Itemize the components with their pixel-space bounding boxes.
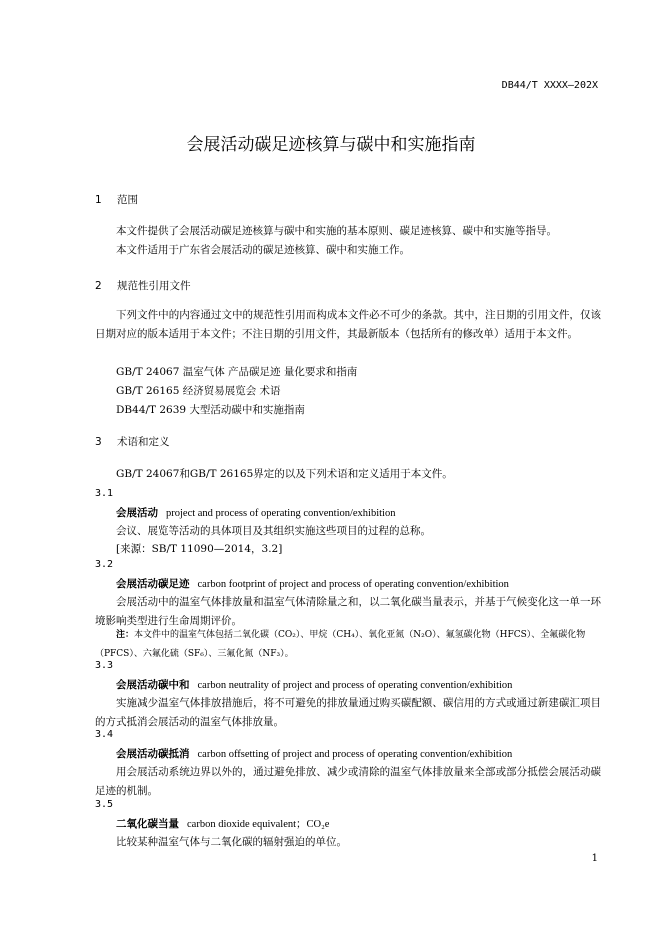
term-definition: 用会展活动系统边界以外的，通过避免排放、减少或清除的温室气体排放量来全部或部分抵偿会展活动碳足迹的机制。 [95, 766, 601, 797]
scope-paragraph-2: 本文件适用于广东省会展活动的碳足迹核算、碳中和实施工作。 [116, 244, 410, 256]
scope-paragraph-1: 本文件提供了会展活动碳足迹核算与碳中和实施的基本原则、碳足迹核算、碳中和实施等指导。 [116, 225, 557, 237]
section-title: 术语和定义 [117, 436, 170, 448]
term-number: 3.3 [95, 660, 114, 671]
term-en: project and process of operating convention/exhibition [166, 508, 396, 519]
term-definition: 会议、展览等活动的具体项目及其组织实施这些项目的过程的总称。 [116, 525, 431, 537]
term-heading [116, 676, 512, 695]
section-title: 规范性引用文件 [117, 280, 191, 292]
document-code-header: DB44/T XXXX—202X [501, 80, 598, 91]
term-en: carbon neutrality of project and process of operating convention/exhibition [197, 680, 513, 691]
reference-item: GB/T 26165 经济贸易展览会 术语 [116, 385, 281, 397]
section-title: 范围 [117, 194, 138, 206]
term-definition: 会展活动中的温室气体排放量和温室气体清除量之和，以二氧化碳当量表示，并基于气候变化这一单一环境影响类型进行生命周期评价。 [95, 596, 601, 627]
term-definition: 实施减少温室气体排放措施后，将不可避免的排放量通过购买碳配额、碳信用的方式或通过新建碳汇项目的方式抵消会展活动的温室气体排放量。 [95, 697, 601, 728]
term-zh: 二氧化碳当量 [116, 818, 179, 830]
term-definition: 比较某种温室气体与二氧化碳的辐射强迫的单位。 [116, 836, 347, 848]
terms-intro: GB/T 24067和GB/T 26165界定的以及下列术语和定义适用于本文件。 [116, 468, 453, 480]
page-number: 1 [591, 853, 598, 864]
section-3-heading [95, 434, 170, 449]
section-1-heading [95, 192, 138, 207]
term-en: carbon footprint of project and process of operating convention/exhibition [197, 579, 509, 590]
term-zh: 会展活动 [116, 507, 158, 519]
term-number: 3.1 [95, 488, 114, 499]
term-heading [116, 575, 509, 594]
note-text: 本文件中的温室气体包括二氧化碳（CO₂）、甲烷（CH₄）、氧化亚氮（N₂O）、氟氢碳化物（HFCS）、全氟碳化物（PFCS）、六氟化硫（SF₆）、三氟化氮（NF₃）。 [95, 630, 586, 659]
note-label: 注： [116, 630, 135, 640]
section-number: 1 [95, 194, 102, 206]
page-title: 会展活动碳足迹核算与碳中和实施指南 [186, 135, 476, 155]
section-number: 2 [95, 280, 102, 292]
term-en: carbon dioxide equivalent；CO₂e [187, 819, 330, 830]
term-heading [116, 504, 395, 523]
reference-item: GB/T 24067 温室气体 产品碳足迹 量化要求和指南 [116, 366, 358, 378]
section-number: 3 [95, 436, 102, 448]
term-zh: 会展活动碳中和 [116, 679, 190, 691]
term-number: 3.5 [95, 799, 114, 810]
term-note [95, 626, 601, 664]
term-number: 3.4 [95, 729, 114, 740]
term-en: carbon offsetting of project and process of operating convention/exhibition [197, 749, 513, 760]
term-number: 3.2 [95, 559, 114, 570]
normative-intro: 下列文件中的内容通过文中的规范性引用而构成本文件必不可少的条款。其中，注日期的引用文件，仅该日期对应的版本适用于本文件；不注日期的引用文件，其最新版本（包括所有的修改单）适用于本文件。 [95, 309, 601, 340]
term-zh: 会展活动碳足迹 [116, 578, 190, 590]
section-2-heading [95, 278, 191, 293]
reference-item: DB44/T 2639 大型活动碳中和实施指南 [116, 404, 305, 416]
term-heading [116, 815, 329, 834]
term-source: [来源：SB/T 11090—2014，3.2] [116, 543, 283, 555]
term-zh: 会展活动碳抵消 [116, 748, 190, 760]
term-heading [116, 745, 512, 764]
